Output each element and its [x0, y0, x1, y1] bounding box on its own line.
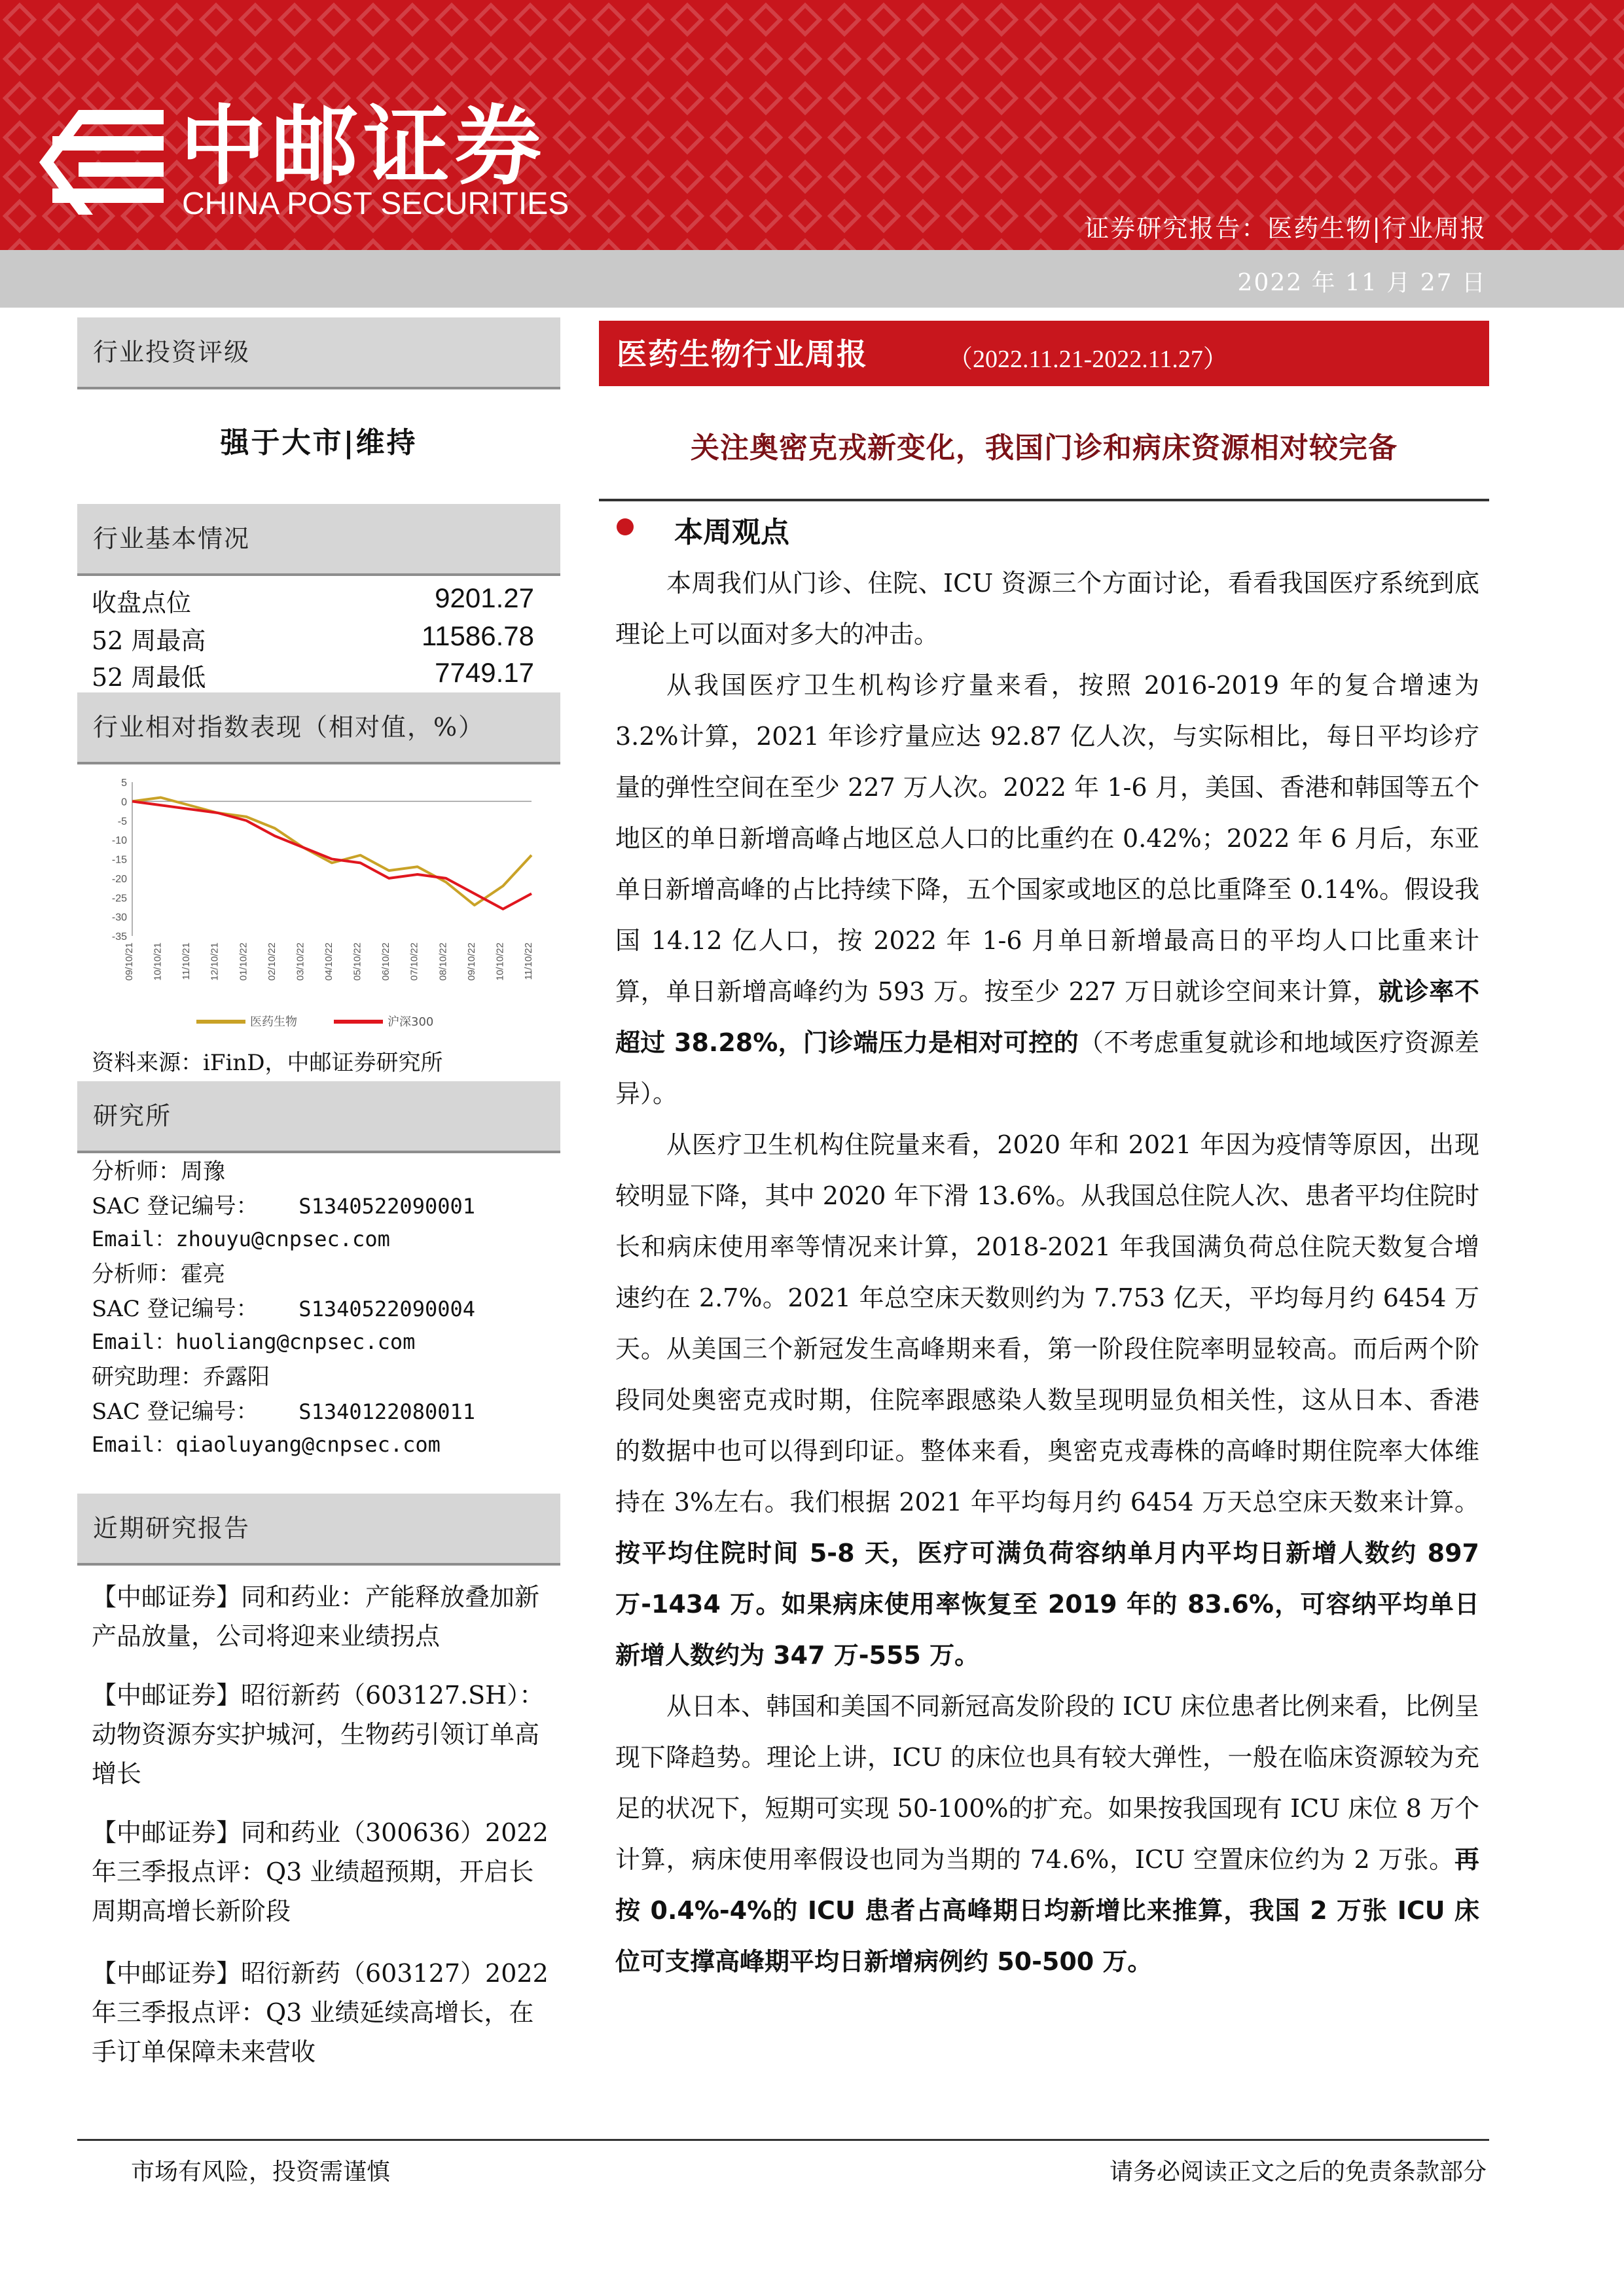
- divider: [599, 499, 1489, 501]
- report-date-range: （2022.11.21-2022.11.27）: [948, 346, 1228, 373]
- analyst-sac: [92, 1291, 475, 1323]
- report-title: 医药生物行业周报: [617, 336, 868, 372]
- email-text: Email：qiaoluyang@cnpsec.com: [92, 1432, 441, 1457]
- x-tick-label: 10/10/22: [494, 942, 506, 981]
- recent-report-link[interactable]: 【中邮证券】同和药业（300636）2022 年三季报点评：Q3 业绩超预期，开启长周期高增长新阶段: [92, 1818, 549, 1926]
- paragraph: 本周我们从门诊、住院、ICU 资源三个方面讨论，看看我国医疗系统到底理论上可以面对多大的冲击。: [615, 569, 1479, 649]
- y-tick-label: -5: [117, 816, 127, 827]
- x-tick-label: 04/10/22: [323, 942, 334, 981]
- basic-info-label: 收盘点位: [92, 588, 192, 617]
- x-tick-label: 09/10/21: [124, 942, 135, 981]
- analyst-sac: [92, 1188, 475, 1220]
- basic-info-label: 52 周最低: [92, 663, 206, 692]
- x-tick-label: 12/10/21: [209, 942, 221, 981]
- sac-number: S1340522090004: [298, 1297, 476, 1321]
- legend-label: 医药生物: [250, 1015, 297, 1029]
- rating-header: 行业投资评级: [77, 317, 560, 389]
- recent-report-link[interactable]: 【中邮证券】同和药业：产能释放叠加新产品放量，公司将迎来业绩拐点: [92, 1583, 540, 1651]
- section-heading: 本周观点: [674, 516, 789, 549]
- basic-info-value: 7749.17: [435, 657, 534, 688]
- recent-report-link[interactable]: 【中邮证券】昭衍新药（603127.SH）：动物资源夯实护城河，生物药引领订单高增长: [92, 1681, 545, 1788]
- basic-info-value: 11586.78: [421, 620, 534, 651]
- analyst-name: 研究助理：乔露阳: [92, 1364, 270, 1390]
- x-tick-label: 07/10/22: [408, 942, 420, 981]
- sac-number: S1340122080011: [298, 1399, 476, 1424]
- y-tick-label: -30: [111, 912, 127, 924]
- footer-divider: [77, 2139, 1489, 2141]
- report-date: 2022 年 11 月 27 日: [1237, 270, 1487, 296]
- basic-info-value: 9201.27: [435, 583, 534, 613]
- y-tick-label: -10: [111, 835, 127, 847]
- bold-highlight: 按平均住院时间 5-8 天，医疗可满负荷容纳单月内平均日新增人数约 897 万-1434 万。如果病床使用率恢复至 2019 年的 83.6%，可容纳平均单日新增人数约为 347 万-555 万。: [615, 1539, 1479, 1670]
- y-tick-label: -15: [111, 854, 127, 866]
- y-tick-label: 5: [121, 778, 127, 789]
- series-line: [132, 798, 532, 906]
- sac-label: SAC 登记编号：: [92, 1193, 259, 1219]
- x-tick-label: 11/10/21: [181, 942, 192, 980]
- x-tick-label: 09/10/22: [465, 942, 477, 981]
- research-header: 研究所: [77, 1081, 560, 1153]
- x-tick-label: 03/10/22: [295, 942, 306, 981]
- brand-name-en: CHINA POST SECURITIES: [182, 187, 569, 221]
- article-body: [615, 558, 1479, 1987]
- recent-reports-header: 近期研究报告: [77, 1494, 560, 1566]
- sac-label: SAC 登记编号：: [92, 1296, 259, 1322]
- analyst-email: [92, 1325, 415, 1355]
- analyst-name: 分析师：霍亮: [92, 1261, 225, 1287]
- footer-disclaimer-note: 请务必阅读正文之后的免责条款部分: [1109, 2159, 1487, 2185]
- recent-report-link[interactable]: 【中邮证券】昭衍新药（603127）2022 年三季报点评：Q3 业绩延续高增长，在手订单保障未来营收: [92, 1959, 549, 2066]
- y-tick-label: -25: [111, 893, 127, 905]
- report-type: 证券研究报告：医药生物|行业周报: [1084, 214, 1487, 243]
- analyst-email: [92, 1223, 390, 1253]
- y-tick-label: -20: [111, 873, 127, 885]
- rating-value: 强于大市|维持: [220, 426, 418, 459]
- x-tick-label: 10/10/21: [152, 942, 164, 981]
- bold-highlight: 就诊率不超过 38.28%，门诊端压力是相对可控的: [615, 977, 1479, 1057]
- legend-label: 沪深300: [388, 1015, 434, 1029]
- analyst-sac: [92, 1393, 475, 1426]
- bullet-icon: [617, 518, 634, 535]
- x-tick-label: 01/10/22: [238, 942, 249, 981]
- y-tick-label: 0: [121, 797, 127, 808]
- analyst-email: [92, 1428, 441, 1458]
- basic-info-header: 行业基本情况: [77, 504, 560, 576]
- paragraph: 从医疗卫生机构住院量来看，2020 年和 2021 年因为疫情等原因，出现较明显下降，其中 2020 年下滑 13.6%。从我国总住院人次、患者平均住院时长和病床使用率等情况来计算，2018-2021 年我国满负荷总住院天数复合增速约在 2.7%。2021 年总空床天数则约为 7.753 亿天，平均每月约 6454 万天。从美国三个新冠发生高峰期来看，第一阶段住院率明显较高。而后两个阶段同处奥密克戎时期，住院率跟感染人数呈现明显负相关性，这从日本、香港的数据中也可以得到印证。整体来看，奥密克戎毒株的高峰时期住院率大体维持在 3%左右。我们根据 2021 年平均每月约 6454 万天总空床天数来计算。按平均住院时间 5-8 天，医疗可满负荷容纳单月内平均日新增人数约 897 万-1434 万。如果病床使用率恢复至 2019 年的 83.6%，可容纳平均单日新增人数约为 347 万-555 万。: [615, 1130, 1479, 1670]
- performance-header: 行业相对指数表现（相对值，%）: [77, 692, 560, 764]
- x-tick-label: 08/10/22: [437, 942, 449, 981]
- sac-number: S1340522090001: [298, 1194, 476, 1219]
- footer-risk-note: 市场有风险，投资需谨慎: [131, 2159, 391, 2185]
- x-tick-label: 11/10/22: [523, 942, 534, 980]
- bold-highlight: 再按 0.4%-4%的 ICU 患者占高峰期日均新增比来推算，我国 2 万张 ICU 床位可支撑高峰期平均日新增病例约 50-500 万。: [615, 1845, 1479, 1976]
- x-tick-label: 05/10/22: [352, 942, 363, 981]
- basic-info-label: 52 周最高: [92, 626, 206, 655]
- sac-label: SAC 登记编号：: [92, 1399, 259, 1425]
- x-tick-label: 02/10/22: [266, 942, 278, 981]
- x-tick-label: 06/10/22: [380, 942, 392, 981]
- email-text: Email：zhouyu@cnpsec.com: [92, 1227, 390, 1251]
- basic-info-row: [92, 657, 534, 692]
- chart-source: 资料来源：iFinD，中邮证券研究所: [92, 1050, 443, 1076]
- brand-name-cn: 中邮证券: [180, 96, 547, 197]
- basic-info-row: [92, 620, 534, 656]
- y-tick-label: -35: [111, 931, 127, 942]
- email-text: Email：huoliang@cnpsec.com: [92, 1329, 416, 1354]
- china-post-logo-icon: [39, 97, 170, 228]
- basic-info-row: [92, 583, 534, 618]
- report-subtitle: 关注奥密克戎新变化，我国门诊和病床资源相对较完备: [691, 431, 1398, 465]
- series-line: [132, 801, 532, 909]
- relative-index-chart: [98, 769, 543, 1050]
- paragraph: 从日本、韩国和美国不同新冠高发阶段的 ICU 床位患者比例来看，比例呈现下降趋势。理论上讲，ICU 的床位也具有较大弹性，一般在临床资源较为充足的状况下，短期可实现 50-100%的扩充。如果按我国现有 ICU 床位 8 万个计算，病床使用率假设也同为当期的 74.6%，ICU 空置床位约为 2 万张。再按 0.4%-4%的 ICU 患者占高峰期日均新增比来推算，我国 2 万张 ICU 床位可支撑高峰期平均日新增病例约 50-500 万。: [615, 1692, 1479, 1976]
- analyst-name: 分析师：周豫: [92, 1158, 225, 1185]
- paragraph: 从我国医疗卫生机构诊疗量来看，按照 2016-2019 年的复合增速为 3.2%计算，2021 年诊疗量应达 92.87 亿人次，与实际相比，每日平均诊疗量的弹性空间在至少 227 万人次。2022 年 1-6 月，美国、香港和韩国等五个地区的单日新增高峰占地区总人口的比重约在 0.42%；2022 年 6 月后，东亚单日新增高峰的占比持续下降，五个国家或地区的总比重降至 0.14%。假设我国 14.12 亿人口，按 2022 年 1-6 月单日新增最高日的平均人口比重来计算，单日新增高峰约为 593 万。按至少 227 万日就诊空间来计算，就诊率不超过 38.28%，门诊端压力是相对可控的（不考虑重复就诊和地域医疗资源差异）。: [615, 671, 1479, 1108]
